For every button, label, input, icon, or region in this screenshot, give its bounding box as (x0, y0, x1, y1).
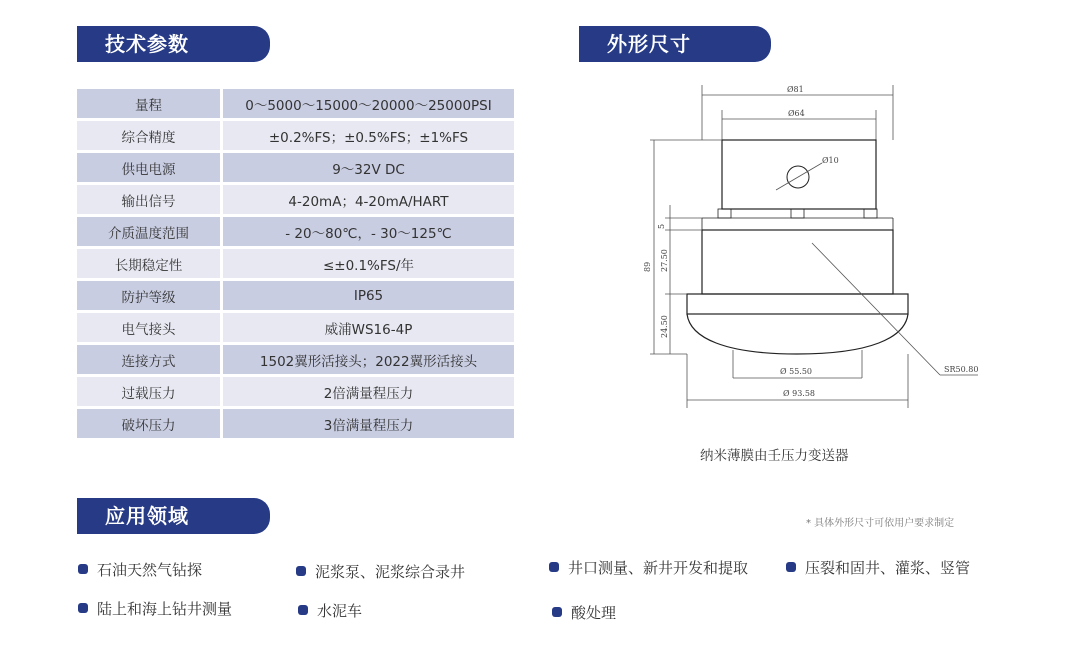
bullet-icon (296, 566, 306, 576)
application-item: 石油天然气钻探 (78, 559, 202, 580)
dimension-section-title: 外形尺寸 (579, 26, 771, 62)
spec-row (77, 377, 514, 406)
dim-sr: SR50.80 (944, 365, 979, 374)
spec-value: 2倍满量程压力 (220, 377, 514, 406)
spec-row (77, 281, 514, 310)
dim-d10: Ø10 (822, 156, 839, 165)
spec-section-title: 技术参数 (77, 26, 270, 62)
spec-value: ±0.2%FS；±0.5%FS；±1%FS (220, 121, 514, 150)
spec-key: 电气接头 (77, 313, 220, 342)
application-section-title: 应用领域 (77, 498, 270, 534)
spec-row (77, 409, 514, 438)
spec-value: ≤±0.1%FS/年 (220, 249, 514, 278)
spec-key: 长期稳定性 (77, 249, 220, 278)
spec-key: 防护等级 (77, 281, 220, 310)
bullet-icon (78, 603, 88, 613)
bullet-icon (786, 562, 796, 572)
dim-h89: 89 (643, 261, 652, 272)
spec-value: 0～5000～15000～20000～25000PSI (220, 89, 514, 118)
bullet-icon (78, 564, 88, 574)
spec-row (77, 345, 514, 374)
dim-h2750: 27.50 (660, 249, 669, 272)
spec-key: 过载压力 (77, 377, 220, 406)
application-item: 酸处理 (552, 602, 616, 623)
spec-key: 供电电源 (77, 153, 220, 182)
spec-key: 量程 (77, 89, 220, 118)
bullet-icon (552, 607, 562, 617)
spec-row (77, 217, 514, 246)
spec-row (77, 249, 514, 278)
dimension-note: * 具体外形尺寸可依用户要求制定 (806, 518, 955, 529)
spec-key: 破坏压力 (77, 409, 220, 438)
application-item: 水泥车 (298, 600, 362, 621)
spec-row (77, 153, 514, 182)
spec-value: 9～32V DC (220, 153, 514, 182)
spec-value: 威浦WS16-4P (220, 313, 514, 342)
spec-row (77, 185, 514, 214)
dim-d64: Ø64 (788, 109, 805, 118)
spec-row (77, 121, 514, 150)
spec-value: 1502翼形活接头；2022翼形活接头 (220, 345, 514, 374)
spec-key: 综合精度 (77, 121, 220, 150)
spec-value: 4-20mA；4-20mA/HART (220, 185, 514, 214)
dim-h2450: 24.50 (660, 315, 669, 338)
spec-value: IP65 (220, 281, 514, 310)
spec-value: 3倍满量程压力 (220, 409, 514, 438)
application-item: 泥浆泵、泥浆综合录井 (296, 561, 465, 582)
spec-key: 输出信号 (77, 185, 220, 214)
spec-table (77, 86, 514, 441)
dim-h5: 5 (657, 223, 666, 229)
dim-d5550: Ø 55.50 (780, 367, 813, 376)
spec-key: 连接方式 (77, 345, 220, 374)
spec-key: 介质温度范围 (77, 217, 220, 246)
spec-value: - 20～80℃，- 30～125℃ (220, 217, 514, 246)
dimension-diagram (630, 80, 990, 425)
dim-d9358: Ø 93.58 (783, 389, 816, 398)
dim-d81: Ø81 (787, 85, 804, 94)
spec-row (77, 313, 514, 342)
product-caption: 纳米薄膜由壬压力变送器 (700, 448, 849, 464)
application-item: 井口测量、新井开发和提取 (549, 557, 748, 578)
bullet-icon (549, 562, 559, 572)
application-item: 压裂和固井、灌浆、竖管 (786, 557, 970, 578)
spec-row (77, 89, 514, 118)
bullet-icon (298, 605, 308, 615)
application-item: 陆上和海上钻井测量 (78, 598, 232, 619)
